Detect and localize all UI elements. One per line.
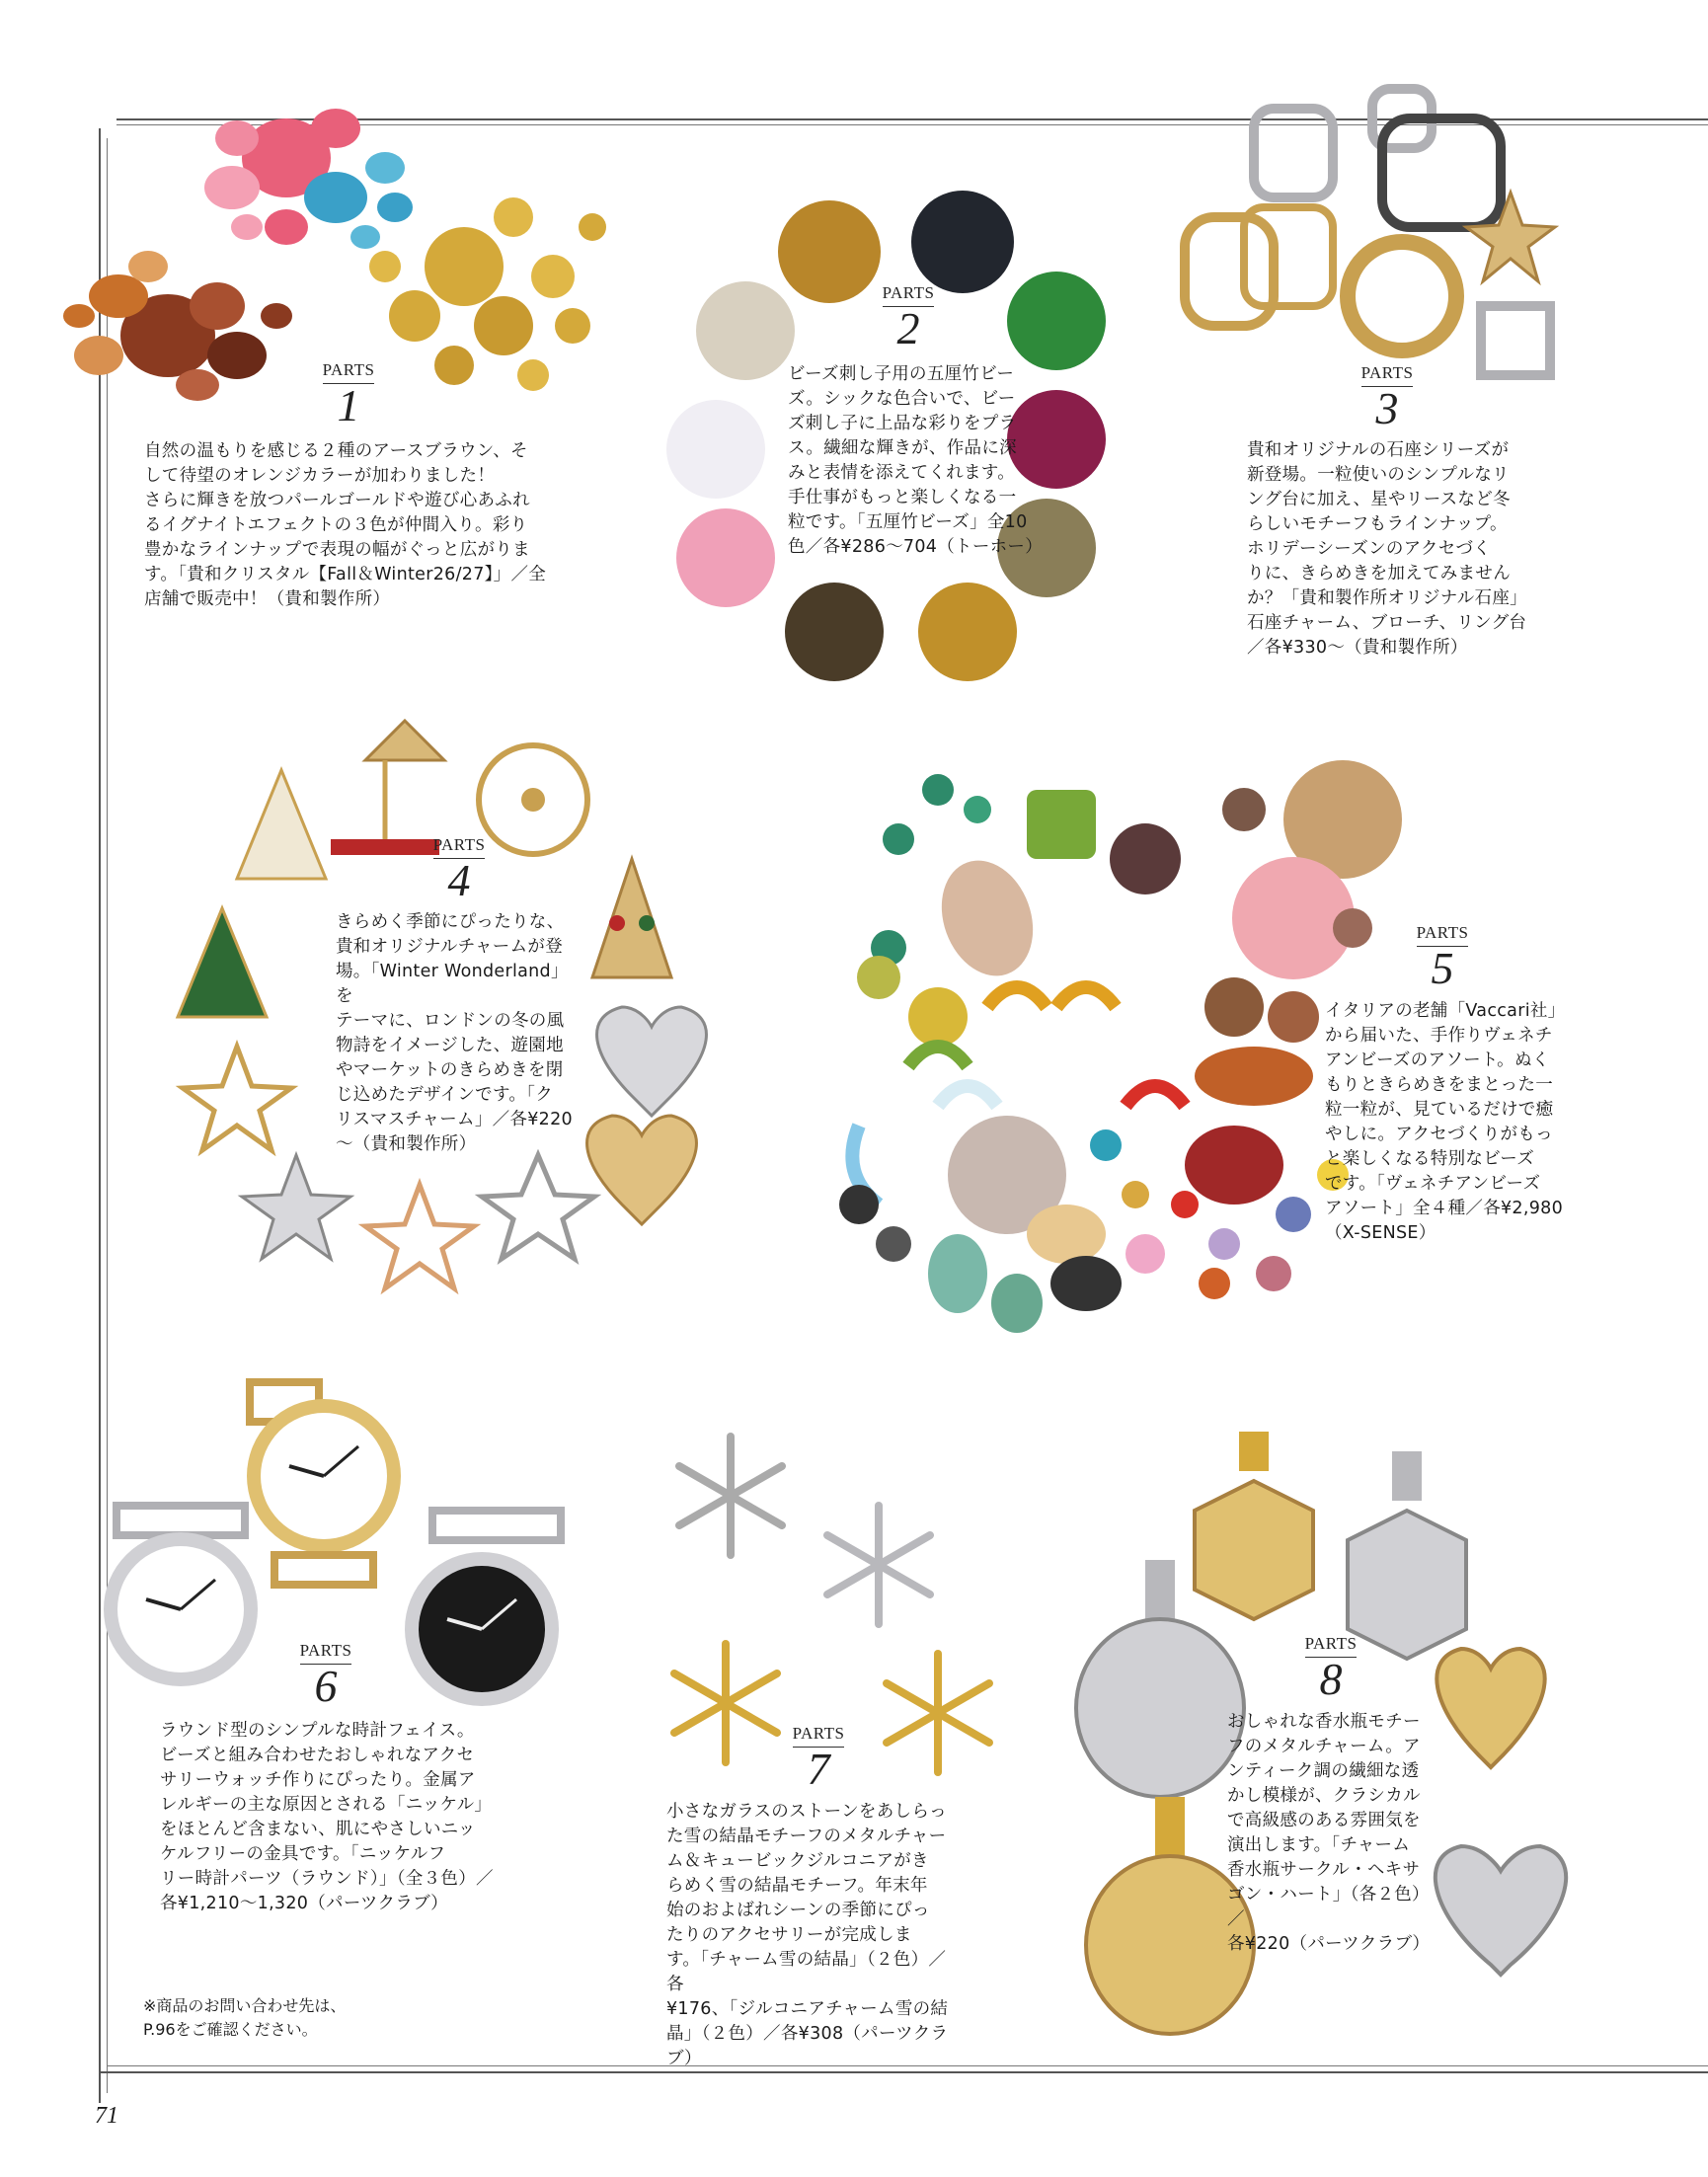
parts-number: 3 (1375, 383, 1399, 433)
item-8-description: おしゃれな香水瓶モチー フのメタルチャーム。ア ンティーク調の繊細な透 かし模様が、クラシカル で高級感のある雰囲気を 演出します。「チャーム 香水瓶サークル・ヘキサ ゴン・ハート」（各２色）／ 各¥220（パーツクラブ） (1227, 1712, 1431, 1954)
item-2-description: ビーズ刺し子用の五厘竹ビー ズ。シックな色合いで、ビー ズ刺し子に上品な彩りをプラ ス。繊細な輝きが、作品に深 みと表情を添えてくれます。 手仕事がもっと楽しくなる一 粒です。「五厘竹ビーズ」全10 色／各¥286〜704（トーホー） (788, 364, 1044, 557)
parts-number: 1 (337, 380, 360, 430)
parts-word: PARTS (792, 1724, 845, 1743)
item-4-description: きらめく季節にぴったりな、 貴和オリジナルチャームが登 場。「Winter Wonderland」を テーマに、ロンドンの冬の風 物詩をイメージした、遊園地 やマーケットのきらめきを閉 じ込めたデザインです。「ク リスマスチャーム」／各¥220 〜（貴和製作所） (336, 912, 573, 1154)
page-number: 71 (95, 2103, 118, 2129)
parts-number: 2 (896, 303, 920, 353)
frame-left-inner-line (107, 138, 108, 2093)
gold-watch-face (247, 1382, 401, 1585)
gold-hexagon-bottle (1195, 1432, 1313, 1619)
green-tree-charm (178, 908, 267, 1017)
contact-note: ※商品のお問い合わせ先は、 P.96をご確認ください。 (143, 1996, 347, 2039)
jewel-ornament-charm (592, 859, 671, 977)
parts-label-8 (1296, 1634, 1365, 1704)
silver-hexagon-bottle (1348, 1451, 1466, 1659)
parts-word: PARTS (299, 1641, 352, 1660)
gold-snowflake-1 (674, 1644, 777, 1762)
silver-star-charm (242, 1155, 350, 1259)
parts-label-2 (874, 283, 943, 353)
christmas-tree-white (237, 770, 326, 879)
parts-number: 7 (807, 1744, 830, 1794)
silver-heart-charm (597, 1007, 707, 1116)
parts-word: PARTS (1304, 1634, 1358, 1653)
parts-label-6 (291, 1641, 360, 1711)
rose-gold-star-charm (365, 1185, 474, 1288)
brown-orange-crystals (63, 251, 292, 401)
ferris-wheel-charm (479, 745, 587, 854)
parts-number: 6 (314, 1661, 338, 1711)
gold-pearls (369, 197, 606, 391)
gold-star-charm (183, 1047, 291, 1150)
star-brooch (1466, 193, 1555, 281)
item-5-description: イタリアの老舗「Vaccari社」 から届いた、手作りヴェネチ アンビーズのアソート。ぬく もりときらめきをまとった一 粒一粒が、見ているだけで癒 やしに。アクセづくりがもっ と楽しくなる特別なビーズ です。「ヴェネチアンビーズ アソート」全４種／各¥2,980 （X-SENSE） (1325, 1001, 1566, 1243)
silver-watch-face (104, 1506, 258, 1686)
parts-number: 8 (1319, 1654, 1343, 1704)
gold-heart-charm (587, 1116, 697, 1224)
parts-word: PARTS (322, 360, 375, 379)
parts-word: PARTS (882, 283, 935, 302)
parts-label-7 (784, 1724, 853, 1794)
frame-left-line (99, 128, 101, 2103)
parts-word: PARTS (1360, 363, 1414, 382)
parts-label-5 (1408, 923, 1477, 993)
black-watch-face (405, 1511, 561, 1706)
silver-snowflake-2 (827, 1506, 930, 1624)
silver-snowflake-1 (679, 1437, 782, 1555)
item-7-description: 小さなガラスのストーンをあしらっ た雪の結晶モチーフのメタルチャー ム＆キュービックジルコニアがき らめく雪の結晶モチーフ。年末年 始のおよばれシーンの季節にぴっ たりのアクセサリーが完成しま す。「チャーム雪の結晶」（２色）／各 ¥176、「ジルコニアチャーム雪の結 晶」（２色）／各¥308（パーツクラブ） (666, 1802, 949, 2068)
parts-word: PARTS (432, 835, 486, 854)
item-1-description: 自然の温もりを感じる２種のアースブラウン、そ して待望のオレンジカラーが加わりました！ さらに輝きを放つパールゴールドや遊び心あふれ るイグナイトエフェクトの３色が仲間入り。彩り 豊かなラインナップで表現の幅がぐっと広がりま す。「貴和クリスタル【Fall＆Winter26/27】」／全 店舗で販売中！（貴和製作所） (144, 441, 547, 609)
parts-word: PARTS (1416, 923, 1469, 942)
parts-label-4 (425, 835, 494, 905)
stone-settings-brooches-rings-icon (1155, 69, 1599, 405)
item-3-description: 貴和オリジナルの石座シリーズが 新登場。一粒使いのシンプルなリ ング台に加え、星やリースなど冬 らしいモチーフもラインナップ。 ホリデーシーズンのアクセづく りに、きらめきを加えてみません か？「貴和製作所オリジナル石座」 石座チャーム、ブローチ、リング台 ／各¥330〜（貴和製作所） (1247, 440, 1527, 658)
frame-bottom-line (99, 2071, 1708, 2073)
silver-snowstar-charm (482, 1155, 594, 1259)
silver-heart-bottle (1436, 1846, 1566, 1975)
parts-number: 4 (447, 855, 471, 905)
parts-number: 5 (1431, 943, 1454, 993)
parts-label-1 (314, 360, 383, 428)
item-6-description: ラウンド型のシンプルな時計フェイス。 ビーズと組み合わせたおしゃれなアクセ サリーウォッチ作りにぴったり。金属ア レルギーの主な原因とされる「ニッケル」 をほとんど含まない、肌にやさしいニッ ケルフリーの金具です。「ニッケルフ リー時計パーツ（ラウンド）」（全３色）／ 各¥1,210〜1,320（パーツクラブ） (160, 1721, 494, 1913)
parts-label-3 (1353, 363, 1422, 433)
pink-blue-crystals (204, 109, 413, 249)
gold-snowflake-2 (887, 1654, 989, 1772)
gold-heart-bottle (1436, 1649, 1544, 1767)
venetian-glass-beads-icon (819, 750, 1412, 1362)
